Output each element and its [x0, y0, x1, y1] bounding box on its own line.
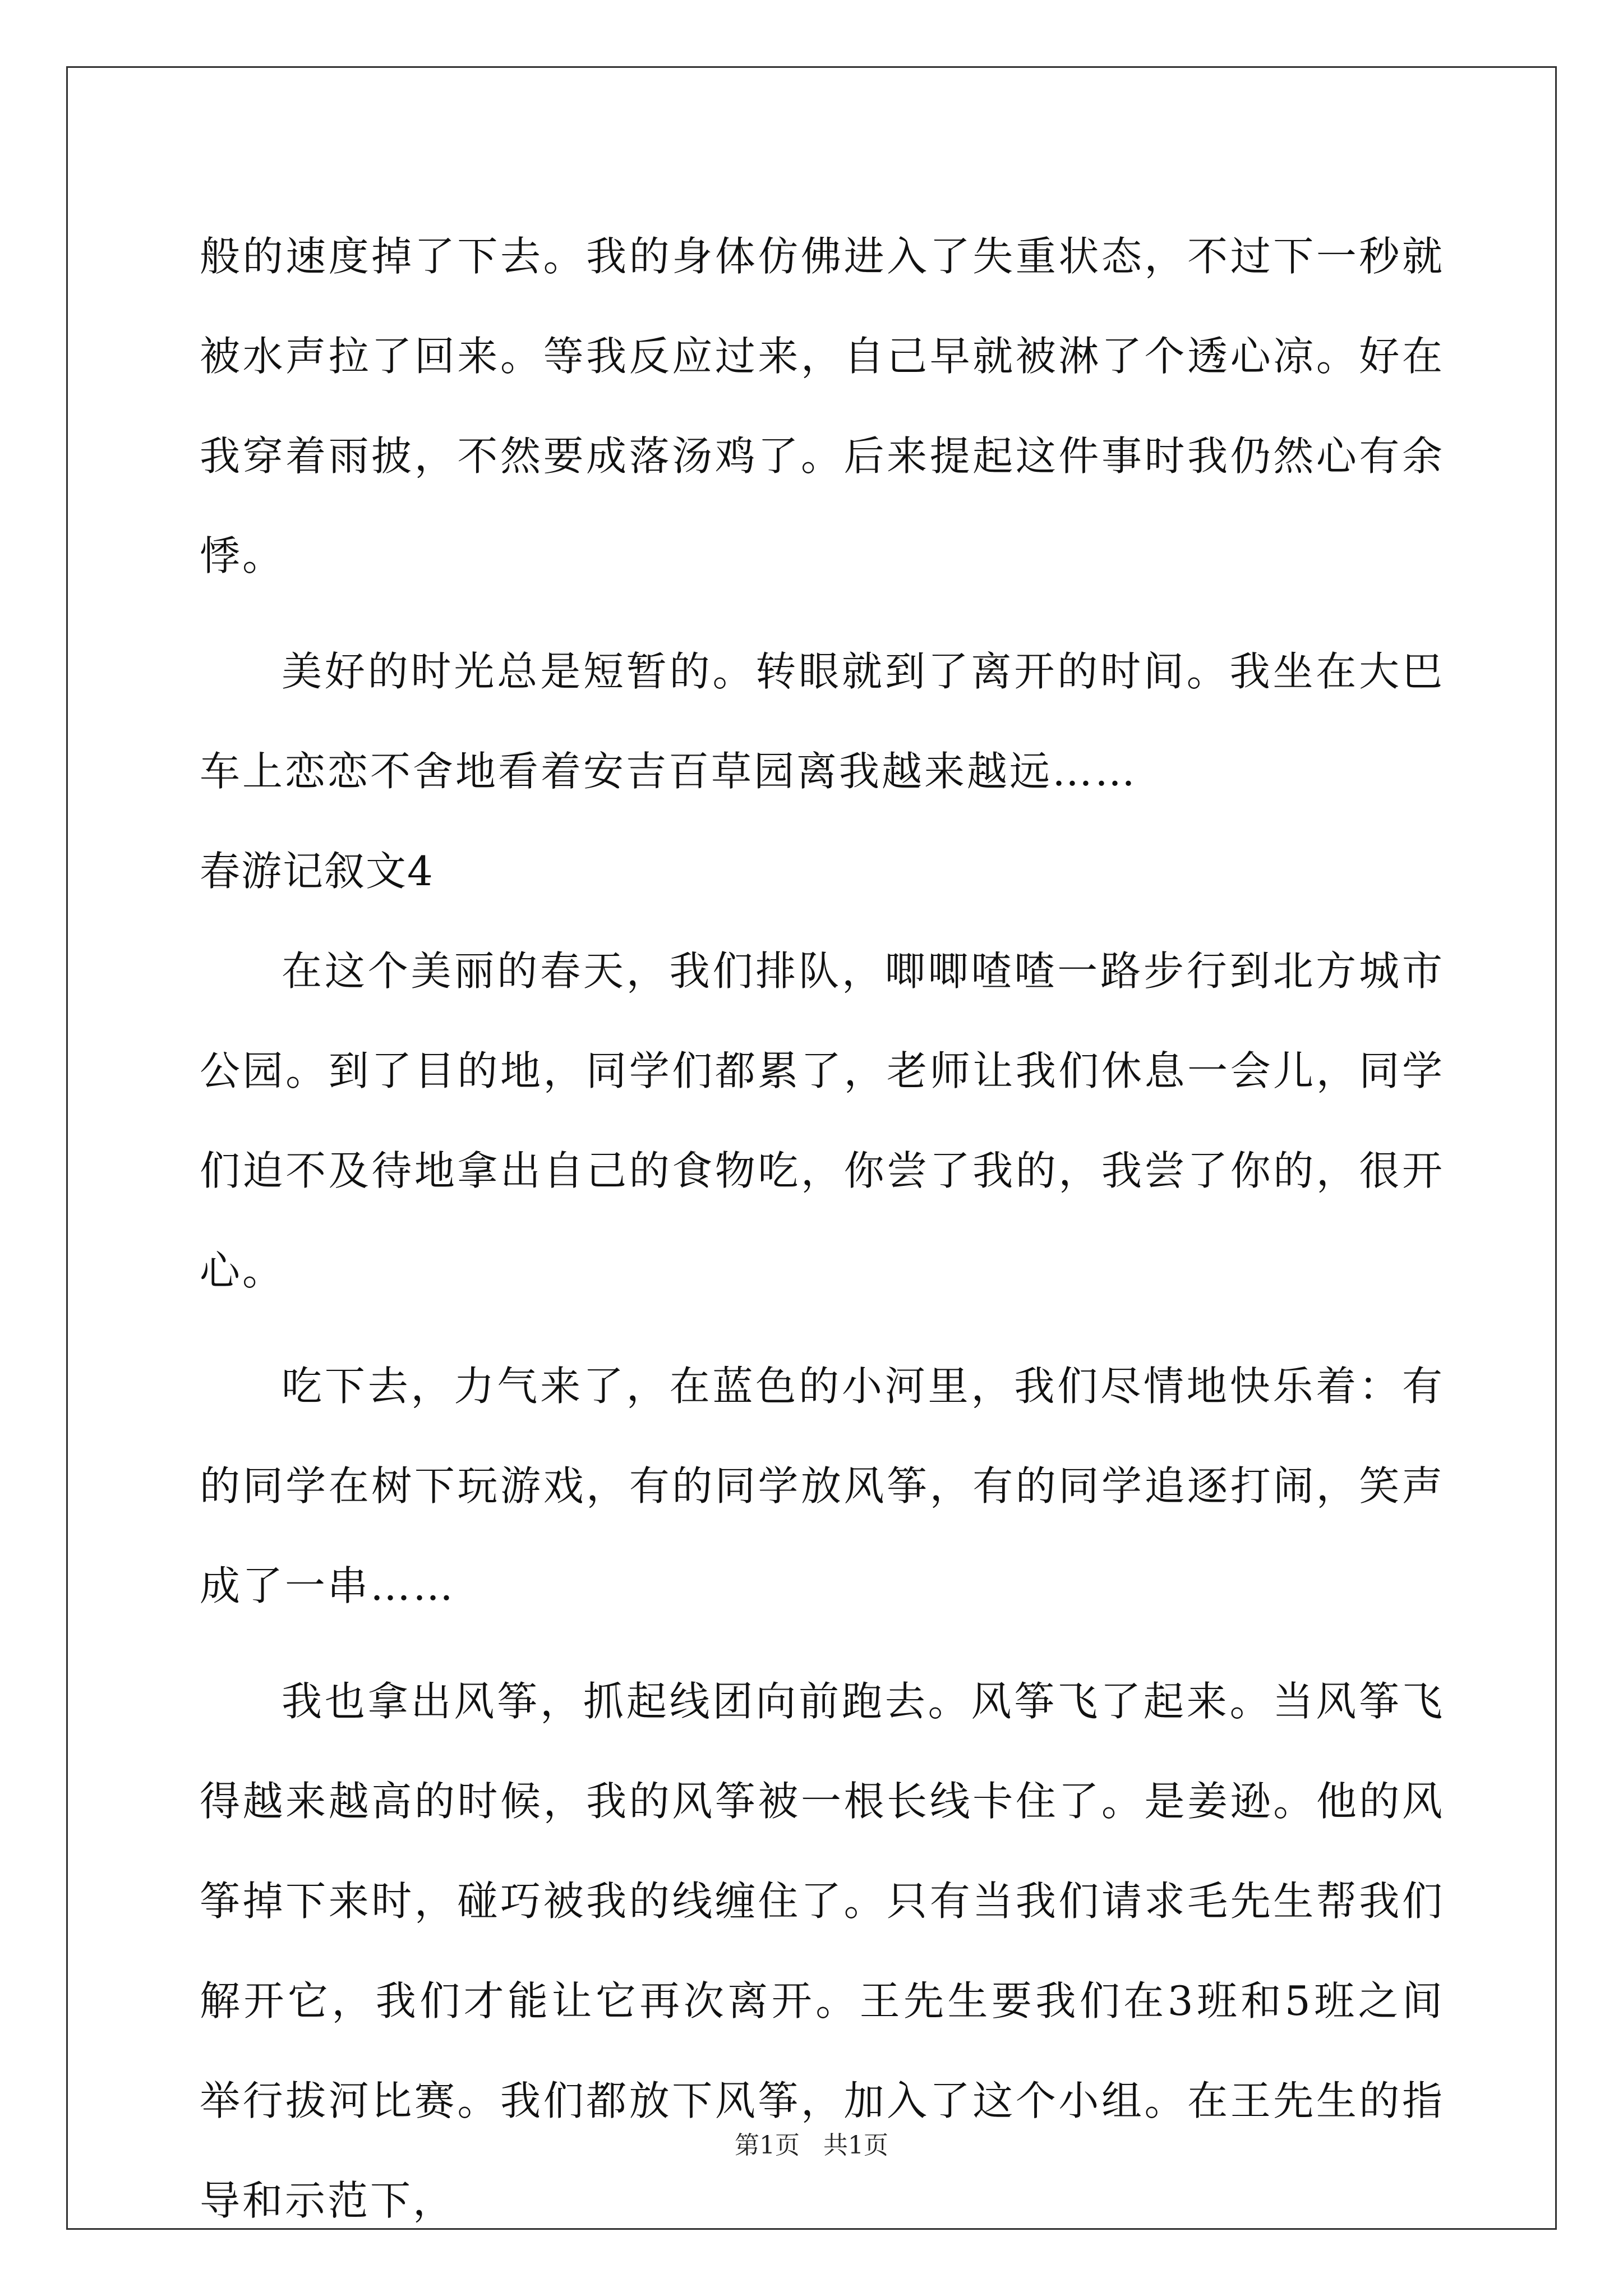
section-heading: 春游记叙文4	[200, 848, 434, 895]
paragraph-2: 美好的时光总是短暂的。转眼就到了离开的时间。我坐在大巴车上恋恋不舍地看着安吉百草园离我越来越远……	[200, 648, 1445, 795]
paragraph-gap	[200, 1636, 1445, 1651]
paragraph-5: 我也拿出风筝，抓起线团向前跑去。风筝飞了起来。当风筝飞得越来越高的时候，我的风筝被一根长线卡住了。是姜逊。他的风筝掉下来时，碰巧被我的线缠住了。只有当我们请求毛先生帮我们解开它，我们才能让它再次离开。王先生要我们在3班和5班之间举行拔河比赛。我们都放下风筝，加入了这个小组。在王先生的指导和示范下，	[200, 1678, 1445, 2224]
page-footer: 第1页 共1页	[735, 2131, 888, 2160]
paragraph-gap	[200, 606, 1445, 622]
document-body	[200, 206, 1445, 2251]
paragraph-gap	[200, 1320, 1445, 1336]
paragraph-4: 吃下去，力气来了，在蓝色的小河里，我们尽情地快乐着：有的同学在树下玩游戏，有的同学放风筝，有的同学追逐打闹，笑声成了一串……	[200, 1363, 1445, 1609]
paragraph-1: 般的速度掉了下去。我的身体仿佛进入了失重状态，不过下一秒就被水声拉了回来。等我反应过来，自己早就被淋了个透心凉。好在我穿着雨披，不然要成落汤鸡了。后来提起这件事时我仍然心有余悸。	[200, 233, 1445, 579]
paragraph-3: 在这个美丽的春天，我们排队，唧唧喳喳一路步行到北方城市公园。到了目的地，同学们都累了，老师让我们休息一会儿，同学们迫不及待地拿出自己的食物吃，你尝了我的，我尝了你的，很开心。	[200, 947, 1445, 1294]
